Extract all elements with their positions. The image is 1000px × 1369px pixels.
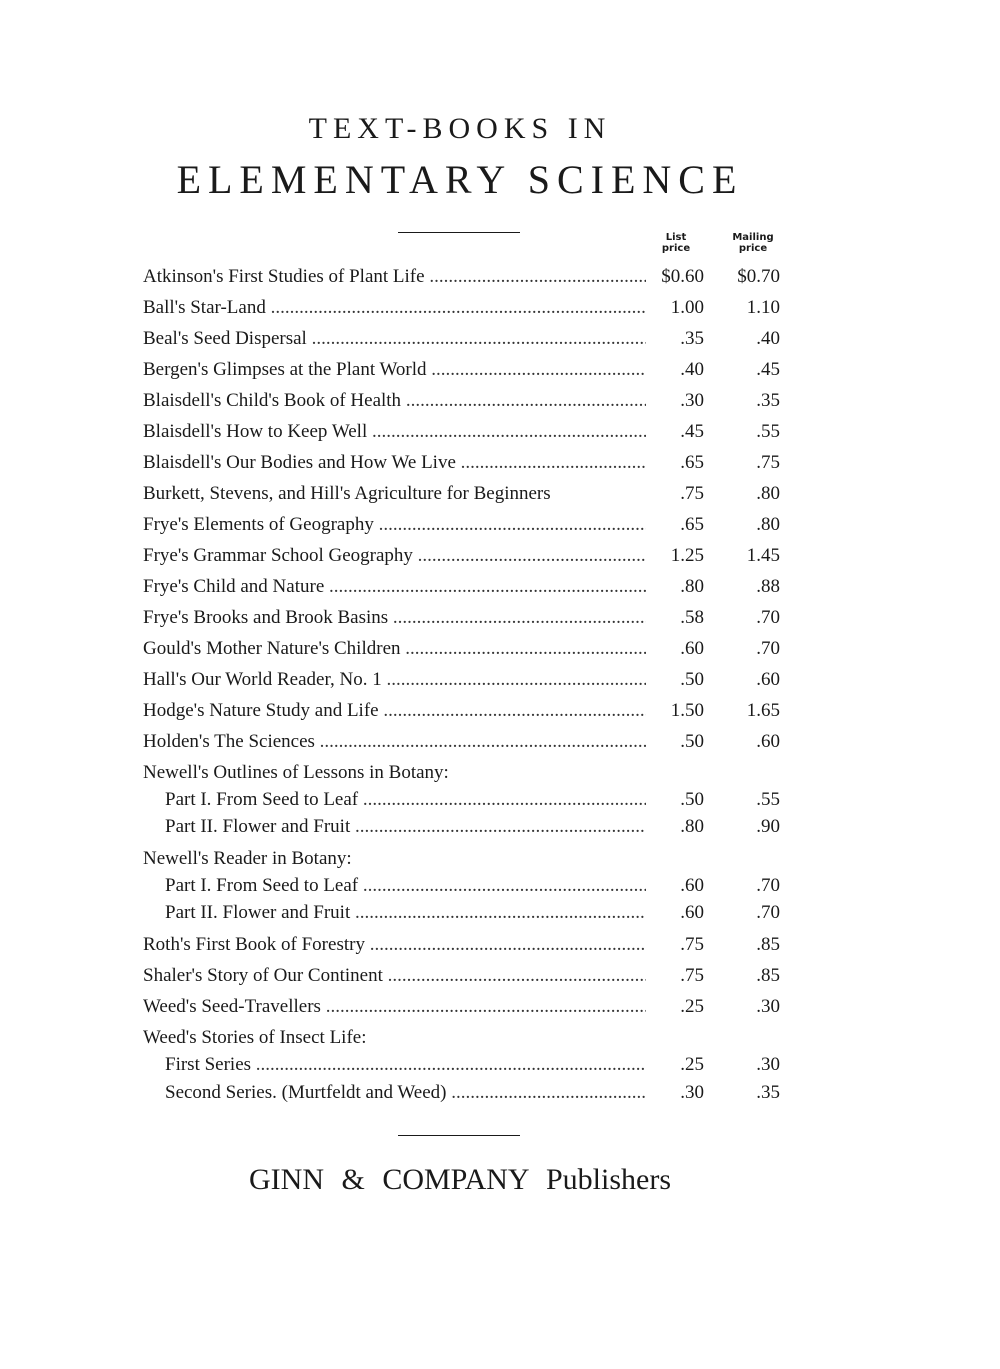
mailing-price: .40 (756, 328, 780, 349)
list-price: .30 (646, 387, 704, 415)
book-title: Gould's Mother Nature's Children ..... (143, 635, 648, 663)
heading-line-1: TEXT-BOOKS IN (308, 112, 612, 145)
book-row-frye-brooks (0, 604, 1000, 632)
book-title: Part I. From Seed to Leaf ..... (165, 872, 648, 900)
list-price: .75 (646, 962, 704, 990)
book-row-weed-seed (0, 993, 1000, 1021)
book-title: Shaler's Story of Our Continent ..... (143, 962, 648, 990)
mailing-price: .55 (756, 421, 780, 442)
book-row-hodge (0, 697, 1000, 725)
mailing-price: .70 (756, 638, 780, 659)
list-price: .65 (646, 511, 704, 539)
book-row-gould (0, 635, 1000, 663)
list-price: $0.60 (646, 263, 704, 291)
mailing-price: .35 (756, 1082, 780, 1103)
book-row-roth (0, 931, 1000, 959)
book-title: Beal's Seed Dispersal ..... (143, 325, 648, 353)
mailing-price: .35 (756, 390, 780, 411)
book-row-blaisdell-well (0, 418, 1000, 446)
book-title: Part II. Flower and Fruit ..... (165, 813, 648, 841)
group-heading-weed-stories (0, 1024, 1000, 1052)
mailing-price: .45 (756, 359, 780, 380)
list-price: .35 (646, 325, 704, 353)
book-title: Ball's Star-Land ..... (143, 294, 648, 322)
list-price: .50 (646, 786, 704, 814)
mailing-price: .30 (756, 996, 780, 1017)
group-heading-newell-reader (0, 845, 1000, 873)
group-title: Weed's Stories of Insect Life: (143, 1027, 367, 1048)
book-row-blaisdell-health (0, 387, 1000, 415)
list-price: 1.00 (646, 294, 704, 322)
mailing-price: .60 (756, 669, 780, 690)
book-title: Blaisdell's Child's Book of Health ..... (143, 387, 648, 415)
book-title: Atkinson's First Studies of Plant Life ..... (143, 263, 648, 291)
list-price: .45 (646, 418, 704, 446)
book-title: Frye's Grammar School Geography ..... (143, 542, 648, 570)
book-title: Holden's The Sciences ..... (143, 728, 648, 756)
top-divider (398, 232, 520, 233)
book-row-beal (0, 325, 1000, 353)
list-price: .40 (646, 356, 704, 384)
book-row-hall (0, 666, 1000, 694)
mailing-price: $0.70 (737, 266, 780, 287)
group-title: Newell's Reader in Botany: (143, 848, 352, 869)
book-row-frye-grammar (0, 542, 1000, 570)
list-price: .75 (646, 931, 704, 959)
book-title: Frye's Brooks and Brook Basins ..... (143, 604, 648, 632)
book-title: Roth's First Book of Forestry ..... (143, 931, 648, 959)
book-row-weed-second-series (0, 1079, 1000, 1107)
book-title: Second Series. (Murtfeldt and Weed) ..... (165, 1079, 648, 1107)
book-title: Frye's Elements of Geography ..... (143, 511, 648, 539)
mailing-price: 1.10 (746, 297, 780, 318)
list-price: .80 (646, 813, 704, 841)
book-row-blaisdell-bodies (0, 449, 1000, 477)
list-price: .80 (646, 573, 704, 601)
mailing-price: .90 (756, 816, 780, 837)
mailing-price: .70 (756, 875, 780, 896)
list-price: 1.25 (646, 542, 704, 570)
book-row-newell-outlines-part1 (0, 786, 1000, 814)
list-price: .60 (646, 635, 704, 663)
mailing-price: .55 (756, 789, 780, 810)
mailing-price: .70 (756, 902, 780, 923)
list-price: .75 (646, 480, 704, 508)
book-title: Frye's Child and Nature ..... (143, 573, 648, 601)
book-row-shaler (0, 962, 1000, 990)
mailing-price: .85 (756, 934, 780, 955)
group-heading-newell-outlines (0, 759, 1000, 787)
book-title: Blaisdell's How to Keep Well ..... (143, 418, 648, 446)
mailing-price: .80 (756, 514, 780, 535)
mailing-price: .75 (756, 452, 780, 473)
book-title: Part II. Flower and Fruit ..... (165, 899, 648, 927)
mailing-price: 1.65 (746, 700, 780, 721)
book-title: Blaisdell's Our Bodies and How We Live ..... (143, 449, 648, 477)
mailing-price: .60 (756, 731, 780, 752)
publisher-imprint: GINN & COMPANY Publishers (249, 1163, 671, 1196)
list-price: .50 (646, 728, 704, 756)
book-title: Weed's Seed-Travellers ..... (143, 993, 648, 1021)
list-price-header: List price (661, 232, 691, 254)
book-row-newell-reader-part1 (0, 872, 1000, 900)
book-row-atkinson (0, 263, 1000, 291)
book-row-frye-elements (0, 511, 1000, 539)
mailing-price: .88 (756, 576, 780, 597)
list-price: .60 (646, 872, 704, 900)
list-price: .25 (646, 993, 704, 1021)
mailing-price: .80 (756, 483, 780, 504)
mailing-price: .30 (756, 1054, 780, 1075)
list-price: .25 (646, 1051, 704, 1079)
list-price: .58 (646, 604, 704, 632)
heading-line-2: ELEMENTARY SCIENCE (176, 157, 744, 202)
book-row-weed-first-series (0, 1051, 1000, 1079)
book-row-burkett (0, 480, 1000, 508)
list-price: .30 (646, 1079, 704, 1107)
book-title: Burkett, Stevens, and Hill's Agriculture for Beginners (143, 483, 551, 504)
book-row-newell-outlines-part2 (0, 813, 1000, 841)
book-title: Part I. From Seed to Leaf ..... (165, 786, 648, 814)
list-price: .60 (646, 899, 704, 927)
book-title: Hall's Our World Reader, No. 1 ..... (143, 666, 648, 694)
mailing-price-header: Mailing price (732, 232, 774, 254)
list-price: 1.50 (646, 697, 704, 725)
mailing-price: .70 (756, 607, 780, 628)
book-title: First Series ..... (165, 1051, 648, 1079)
book-title: Hodge's Nature Study and Life ..... (143, 697, 648, 725)
book-row-frye-child (0, 573, 1000, 601)
list-price: .50 (646, 666, 704, 694)
book-row-ball (0, 294, 1000, 322)
book-row-newell-reader-part2 (0, 899, 1000, 927)
group-title: Newell's Outlines of Lessons in Botany: (143, 762, 449, 783)
book-title: Bergen's Glimpses at the Plant World ..... (143, 356, 648, 384)
bottom-divider (398, 1135, 520, 1136)
list-price: .65 (646, 449, 704, 477)
mailing-price: 1.45 (746, 545, 780, 566)
mailing-price: .85 (756, 965, 780, 986)
book-row-bergen (0, 356, 1000, 384)
book-row-holden (0, 728, 1000, 756)
